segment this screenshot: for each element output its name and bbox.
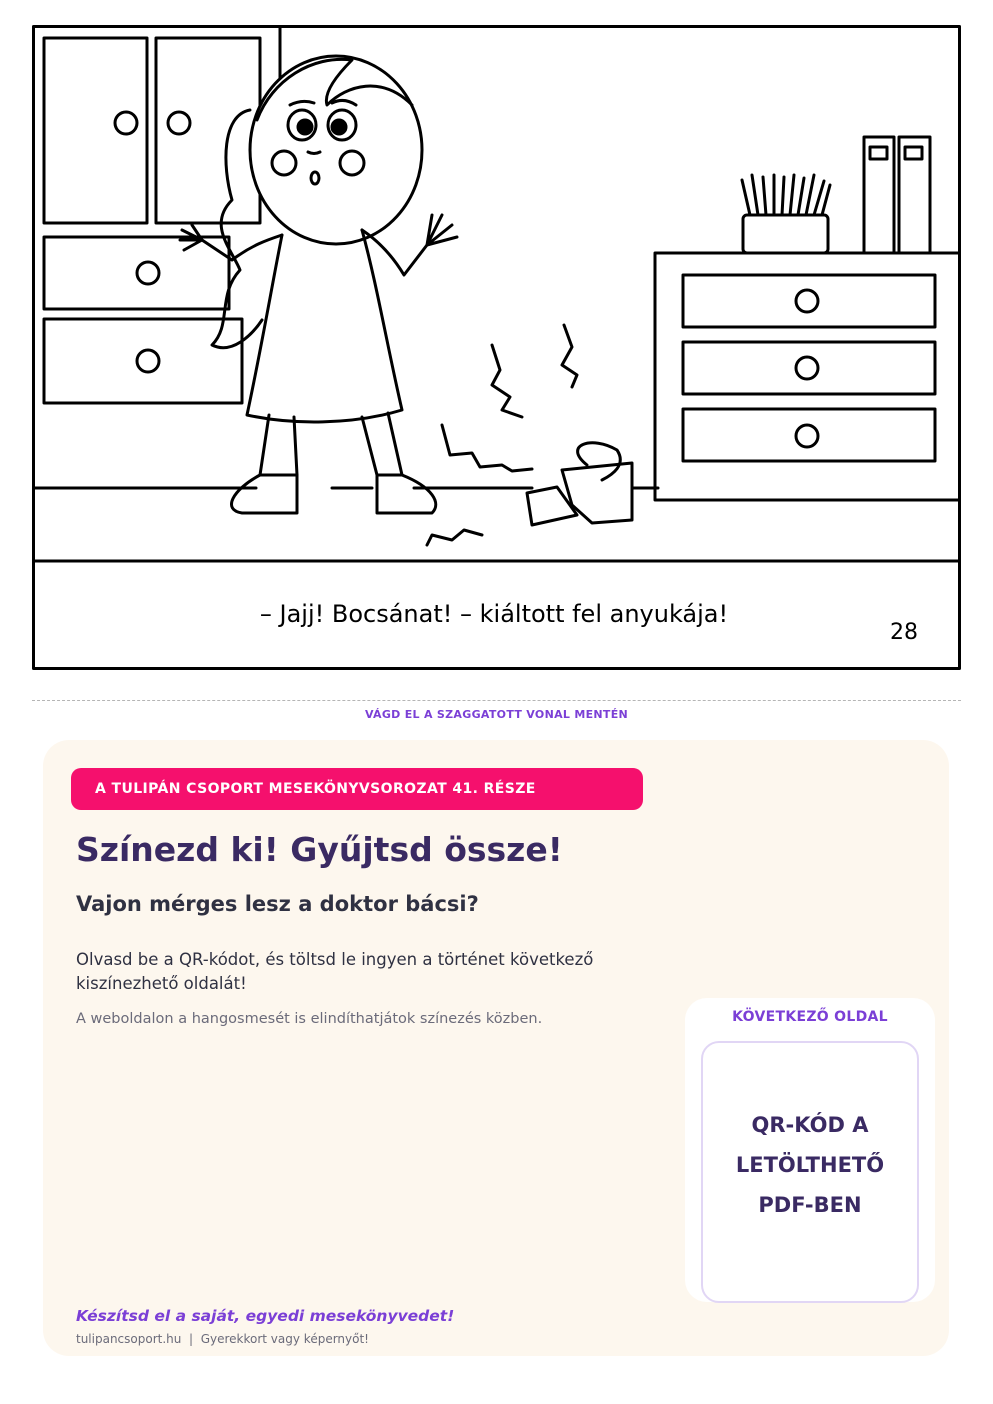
cta-text: Készítsd el a saját, egyedi mesekönyvedet! <box>76 1307 455 1325</box>
illustration-page-number: 28 <box>890 620 918 645</box>
cut-instruction-label: VÁGD EL A SZAGGATOTT VONAL MENTÉN <box>364 708 629 721</box>
qr-placeholder-text <box>703 1105 917 1225</box>
headline: Színezd ki! Gyűjtsd össze! <box>76 830 563 869</box>
subheadline: Vajon mérges lesz a doktor bácsi? <box>76 892 479 916</box>
illustration-caption: – Jajj! Bocsánat! – kiáltott fel anyukája! <box>259 600 729 628</box>
footer-slogan: Gyerekkort vagy képernyőt! <box>200 1332 369 1346</box>
promo-card <box>43 740 949 1356</box>
coloring-scene <box>32 25 961 670</box>
note-text: A weboldalon a hangosmesét is elindíthatjátok színezés közben. <box>76 1011 543 1027</box>
qr-code-placeholder[interactable] <box>701 1041 919 1303</box>
qr-text-line: QR-KÓD A <box>751 1113 869 1137</box>
footer-separator: | <box>189 1332 194 1346</box>
body-text: Olvasd be a QR-kódot, és töltsd le ingyen a történet következő kiszínezhető oldalát! <box>76 950 594 993</box>
series-banner: A TULIPÁN CSOPORT MESEKÖNYVSOROZAT 41. RÉSZE <box>71 768 643 810</box>
coloring-page-illustration <box>32 25 961 670</box>
footer-site-link[interactable]: tulipancsoport.hu <box>76 1332 182 1346</box>
dashed-cut-line <box>32 700 961 701</box>
qr-text-line: LETÖLTHETŐ <box>735 1153 885 1177</box>
qr-panel-title: KÖVETKEZŐ OLDAL <box>732 1009 888 1025</box>
qr-text-line: PDF-BEN <box>758 1193 862 1217</box>
footer-line <box>76 1332 369 1346</box>
qr-panel <box>685 998 935 1302</box>
